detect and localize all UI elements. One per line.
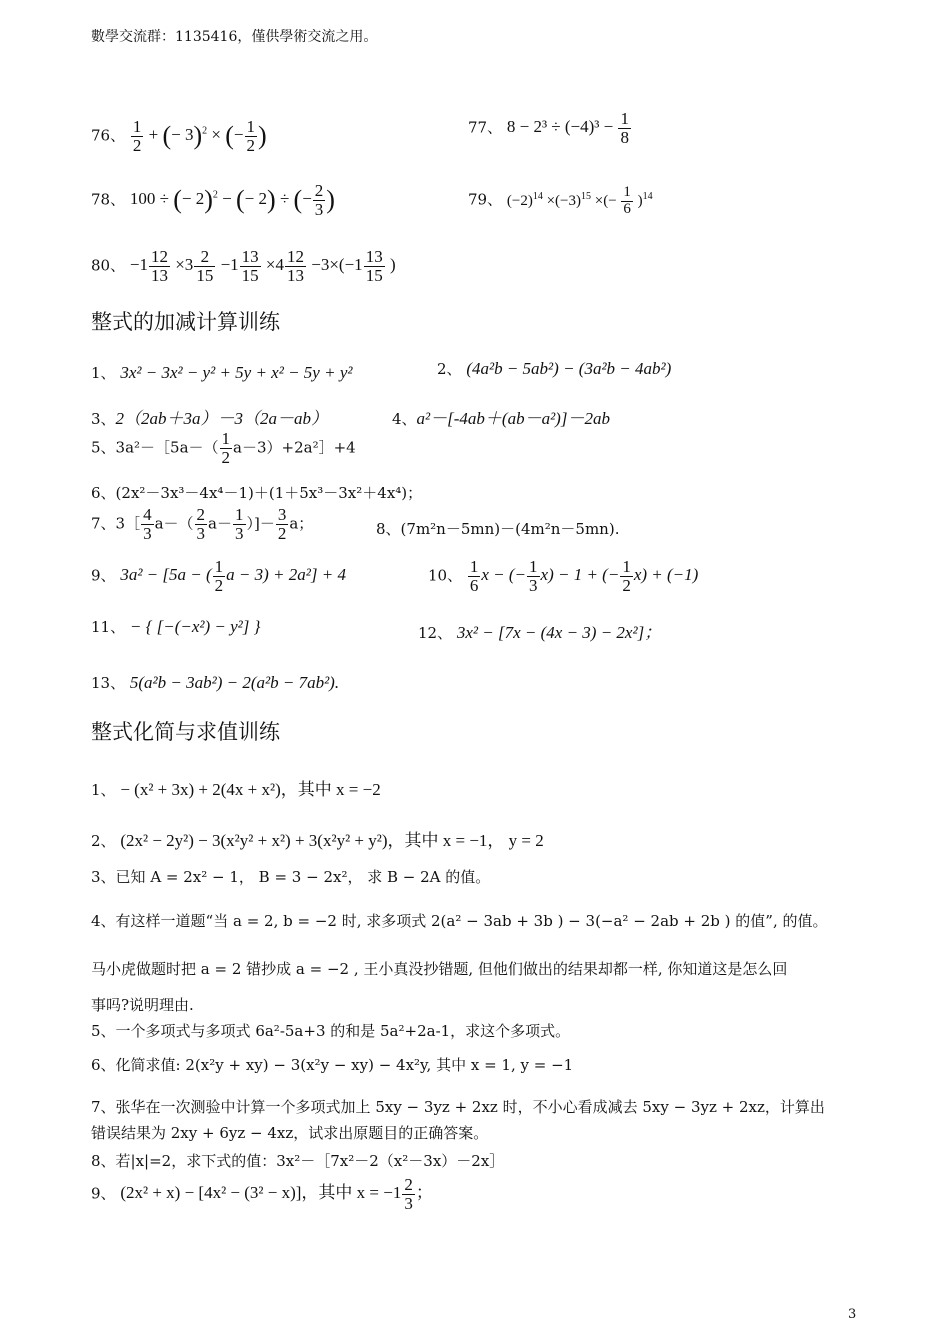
s2-problem-6: 6、化简求值: 2(x²y + xy) − 3(x²y − xy) − 4x²y, 其中 x = 1, y = −1 (91, 1056, 574, 1074)
problem-79: 79、 $(-2)^{14} \times(-3)^{15}$ ×(− $\frac{1}{6}$ )$^{14}$ (468, 184, 653, 217)
section-title-simplify-evaluate: 整式化简与求值训练 (91, 720, 280, 744)
problem-number: 79、 (468, 190, 503, 209)
s1-problem-1: 1、 3x² − 3x² − y² + 5y + x² − 5y + y² (91, 363, 353, 382)
problem-80: 80、 −1 $\frac{12}{13}$ ×3 $\frac{2}{15}$ −1 $\frac{13}{15}$ ×4 $\frac{12}{13}$ −3×(−1 $\frac{13}{15}$ ) (91, 247, 396, 285)
problem-number: 80、 (91, 256, 126, 275)
problem-number: 77、 (468, 118, 503, 137)
s1-problem-2: 2、 (4a²b − 5ab²) − (3a²b − 4ab²) (437, 359, 672, 378)
s1-problem-8: 8、(7m²n－5mn)－(4m²n－5mn). (376, 520, 620, 538)
s1-problem-5: 5、3a²－［5a－（ $\frac{1}{2}$ a－3）+2a²］+4 (91, 429, 356, 467)
s1-problem-3: 3、2（2ab＋3a）－3（2a－ab） (91, 409, 329, 428)
fraction: $\frac{1}{8}$ (620, 109, 629, 147)
s2-problem-3: 3、已知 A = 2x² − 1， B = 3 − 2x²， 求 B − 2A 的值。 (91, 868, 491, 886)
s2-problem-4: 4、有这样一道题“当 a = 2, b = −2 时, 求多项式 2(a² − 3ab + 3b ) − 3(−a² − 2ab + 2b ) 的值”, 的值。 (91, 912, 828, 930)
s2-problem-7: 7、张华在一次测验中计算一个多项式加上 5xy − 3yz + 2xz 时，不小心看成减去 5xy − 3yz + 2xz，计算出 (91, 1098, 825, 1116)
section-title-addition-subtraction: 整式的加减计算训练 (91, 310, 280, 334)
fraction: $\frac{1}{2}$ (132, 117, 142, 155)
problem-number: 78、 (91, 190, 126, 209)
s1-problem-9: 9、 3a² − [5a − ( $\frac{1}{2}$ a − 3) + 2a²] + 4 (91, 557, 346, 595)
s2-problem-9: 9、 (2x² + x) − [4x² − (3² − x)]，其中 x = −1 $\frac{2}{3}$ ； (91, 1175, 433, 1213)
problem-77: 77、 8 − 2³ ÷ (−4)³ − $\frac{1}{8}$ (468, 109, 629, 147)
s1-problem-13: 13、 5(a²b − 3ab²) − 2(a²b − 7ab²). (91, 673, 340, 692)
s1-problem-4: 4、a²－[-4ab＋(ab－a²)]－2ab (392, 409, 610, 428)
s1-problem-6: 6、(2x²－3x³－4x⁴－1)＋(1＋5x³－3x²＋4x⁴)； (91, 484, 423, 502)
s2-problem-5: 5、一个多项式与多项式 6a²-5a+3 的和是 5a²+2a-1，求这个多项式。 (91, 1022, 571, 1040)
problem-number: 76、 (91, 126, 126, 145)
s2-problem-7-cont: 错误结果为 2xy + 6yz − 4xz，试求出原题目的正确答案。 (91, 1124, 489, 1142)
page-number: 3 (848, 1307, 857, 1322)
page-header: 數學交流群：1135416，僅供學術交流之用。 (91, 29, 378, 45)
s2-problem-1: 1、 − (x² + 3x) + 2(4x + x²)，其中 x = −2 (91, 780, 381, 799)
fraction: $\frac{1}{6}$ (623, 184, 631, 217)
s2-problem-4-cont-2: 事吗?说明理由. (91, 996, 194, 1014)
s1-problem-12: 12、 3x² − [7x − (4x − 3) − 2x²]； (418, 623, 662, 642)
problem-76: 76、 $\frac{1}{2}$ + (− 3)$^2$ × (− $\frac{1}{2}$ ) (91, 117, 267, 155)
s1-problem-10: 10、 $\frac{1}{6}$ x − (− $\frac{1}{3}$ x) − 1 + (− $\frac{1}{2}$ x) + (−1) (428, 557, 699, 595)
s1-problem-11: 11、 − { [−(−x²) − y²] } (91, 617, 261, 636)
s2-problem-8: 8、若|x|=2，求下式的值：3x²－［7x²－2（x²－3x）－2x］ (91, 1152, 505, 1170)
s2-problem-4-cont-1: 马小虎做题时把 a = 2 错抄成 a = −2 , 王小真没抄错题, 但他们做出的结果却都一样, 你知道这是怎么回 (91, 960, 788, 978)
s2-problem-2: 2、 (2x² − 2y²) − 3(x²y² + x²) + 3(x²y² + y²)，其中 x = −1， y = 2 (91, 831, 544, 850)
problem-78: 78、 100 ÷ (− 2)$^2$ − (− 2) ÷ (− $\frac{2}{3}$ ) (91, 181, 335, 219)
s1-problem-7: 7、3［ $\frac{4}{3}$ a－（ $\frac{2}{3}$ a－ $\frac{1}{3}$ ）]－ $\frac{3}{2}$ a； (91, 505, 314, 543)
